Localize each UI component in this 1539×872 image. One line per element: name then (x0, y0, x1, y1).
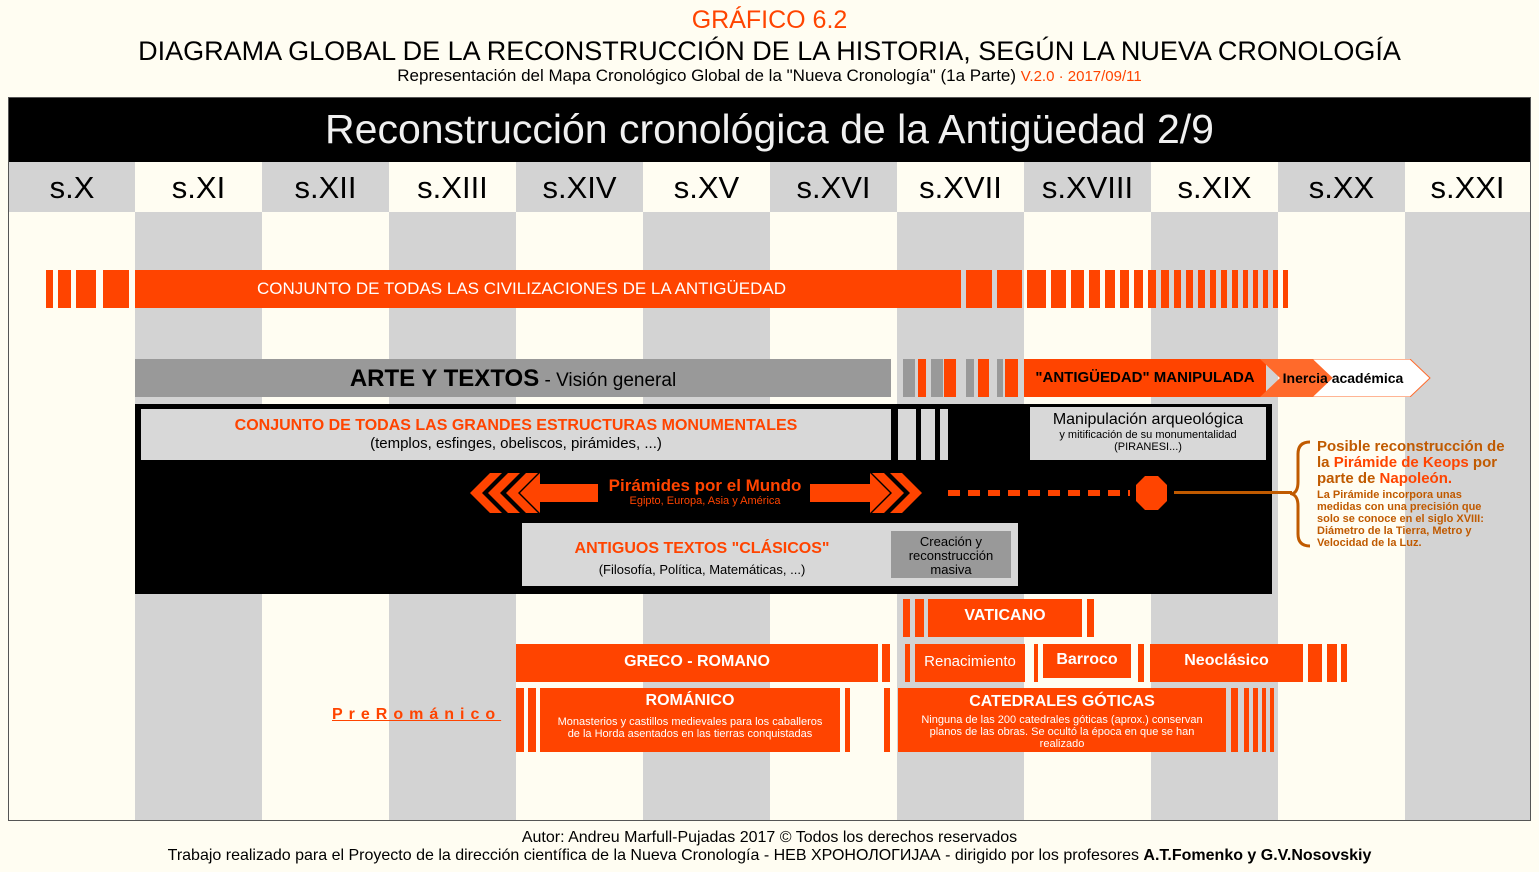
dash-segment (1027, 270, 1046, 308)
dash-segment (1273, 270, 1278, 308)
note-line-3a: parte de (1317, 470, 1380, 487)
note-connector (1174, 491, 1292, 494)
century-label: s.XIV (516, 162, 643, 212)
preromanico-label: PreRománico (332, 706, 502, 723)
diagram-banner: Reconstrucción cronológica de la Antigüedad 2/9 (9, 98, 1530, 162)
romanico-sub-1: Monasterios y castillos medievales para los caballeros (557, 716, 823, 728)
note-line-1: Posible reconstrucción de (1317, 438, 1505, 455)
figure-label: GRÁFICO 6.2 (691, 6, 848, 34)
note-small-4: Diámetro de la Tierra, Metro y (1317, 525, 1472, 537)
barroco-bar: Barroco (1043, 644, 1131, 678)
art-texts-subtitle: - Visión general (539, 370, 677, 391)
dash-segment (1138, 644, 1144, 682)
dash-segment (940, 409, 948, 460)
classic-texts-title: ANTIGUOS TEXTOS "CLÁSICOS" (574, 540, 830, 557)
dash-segment (1231, 688, 1238, 752)
romanico-sub-2: de la Horda asentados en las tierras conquistadas (567, 728, 813, 740)
vatican-bar: VATICANO (928, 599, 1082, 637)
note-line-3 (1317, 471, 1527, 487)
dash-segment (1244, 688, 1249, 752)
classic-texts-subtitle: (Filosofía, Política, Matemáticas, ...) (598, 562, 806, 577)
note-small-2: medidas con una precisión que (1317, 501, 1482, 513)
dash-segment (918, 359, 926, 397)
goticas-sub-1: Ninguna de las 200 catedrales góticas (aprox.) conservan (921, 714, 1203, 726)
century-label: s.XI (135, 162, 262, 212)
neoclasico-bar: Neoclásico (1150, 644, 1303, 682)
dash-segment (516, 688, 524, 752)
dash-segment (1174, 270, 1181, 308)
dash-segment (1263, 270, 1268, 308)
dash-segment (845, 688, 850, 752)
footer-author: Autor: Andreu Marfull-Pujadas 2017 © Todos los derechos reservados (521, 829, 1018, 846)
monuments-subtitle: (templos, esfinges, obeliscos, pirámides, ...) (370, 435, 662, 452)
goticas-sub-3: realizado (1039, 738, 1085, 750)
century-label: s.XIII (389, 162, 516, 212)
dash-segment (882, 644, 890, 682)
goticas-title: CATEDRALES GÓTICAS (969, 693, 1155, 710)
art-texts-title: ARTE Y TEXTOS (349, 365, 540, 392)
dash-segment (1161, 270, 1169, 308)
dash-segment (884, 688, 890, 752)
brace-path (1292, 442, 1310, 546)
archaeology-title: Manipulación arqueológica (1052, 411, 1244, 428)
dash-segment (1005, 359, 1018, 397)
goticas-bar (898, 688, 1226, 752)
civilizations-bar: CONJUNTO DE TODAS LAS CIVILIZACIONES DE LA ANTIGÜEDAD (135, 270, 961, 308)
dash-segment (76, 270, 96, 308)
dash-segment (1105, 270, 1115, 308)
dash-segment (1210, 270, 1216, 308)
dash-segment (1087, 599, 1094, 637)
dash-segment (1327, 644, 1337, 682)
archaeology-subtitle: y mitificación de su monumentalidad (1059, 429, 1237, 441)
dash-segment (915, 599, 924, 637)
note-napoleon: Napoleón. (1379, 470, 1453, 487)
note-small-1: La Pirámide incorpora unas (1317, 489, 1462, 501)
creation-line-3: masiva (930, 562, 972, 577)
dash-segment (528, 688, 536, 752)
keops-note (1317, 439, 1527, 549)
century-label: s.XIX (1151, 162, 1278, 212)
dash-segment (1308, 644, 1322, 682)
dash-segment (903, 599, 910, 637)
version-text: V.2.0 · 2017/09/11 (1020, 68, 1142, 85)
dash-segment (903, 359, 915, 397)
dash-segment (966, 270, 992, 308)
dash-segment (1089, 270, 1100, 308)
dash-segment (997, 359, 1003, 397)
dash-segment (1270, 688, 1274, 752)
century-label: s.XVIII (1024, 162, 1151, 212)
dash-segment (1198, 270, 1205, 308)
dash-segment (1051, 270, 1066, 308)
academic-inertia-arrow (1260, 359, 1435, 397)
pyramids-arrow (470, 468, 1190, 518)
romanico-bar (540, 688, 840, 752)
dash-segment (898, 409, 916, 460)
renacimiento-bar: Renacimiento (915, 644, 1025, 682)
note-small-3: solo se conoce en el siglo XVIII: (1317, 513, 1484, 525)
dash-segment (1253, 688, 1258, 752)
century-label: s.XXI (1405, 162, 1530, 212)
page-subtitle (0, 66, 1539, 86)
note-line-2a: la (1317, 454, 1334, 471)
monuments-bar (141, 409, 891, 460)
dash-segment (1232, 270, 1238, 308)
dash-segment (905, 644, 910, 682)
manipulated-antiquity-bar: "ANTIGÜEDAD" MANIPULADA (1024, 359, 1266, 397)
page-title: DIAGRAMA GLOBAL DE LA RECONSTRUCCIÓN DE LA HISTORIA, SEGÚN LA NUEVA CRONOLOGÍA (138, 36, 1401, 66)
dash-segment (1186, 270, 1193, 308)
century-label: s.XV (643, 162, 770, 212)
dash-segment (1253, 270, 1258, 308)
dash-segment (997, 270, 1022, 308)
century-label: s.XVII (897, 162, 1024, 212)
pyramids-title: Pirámides por el Mundo (608, 476, 802, 495)
archaeology-note: (PIRANESI...) (1114, 441, 1182, 453)
archaeology-box (1030, 407, 1266, 460)
dash-segment (931, 359, 943, 397)
dash-segment (1341, 644, 1347, 682)
century-label: s.X (9, 162, 135, 212)
dash-segment (978, 359, 989, 397)
dash-segment (1221, 270, 1227, 308)
greco-roman-bar: GRECO - ROMANO (516, 644, 878, 682)
note-keops: Pirámide de Keops (1333, 454, 1469, 471)
note-line-2c: por (1468, 454, 1498, 471)
footer-authors: A.T.Fomenko y G.V.Nosovskiy (1143, 847, 1372, 864)
dash-segment (944, 359, 956, 397)
dash-segment (1034, 644, 1038, 682)
inertia-label: Inercia académica (1282, 370, 1404, 386)
century-label: s.XII (262, 162, 389, 212)
dash-segment (966, 359, 974, 397)
note-small-5: Velocidad de la Luz. (1317, 537, 1422, 549)
romanico-title: ROMÁNICO (645, 692, 735, 709)
art-texts-bar (135, 359, 891, 397)
dash-segment (1243, 270, 1248, 308)
creation-line-2: reconstrucción (908, 548, 994, 563)
creation-box (891, 531, 1011, 578)
monuments-title: CONJUNTO DE TODAS LAS GRANDES ESTRUCTURAS MONUMENTALES (234, 417, 798, 434)
dash-segment (1262, 688, 1266, 752)
dash-segment (1071, 270, 1084, 308)
century-label: s.XVI (770, 162, 897, 212)
dash-segment (1283, 270, 1288, 308)
century-label: s.XX (1278, 162, 1405, 212)
dash-segment (58, 270, 71, 308)
dash-segment (921, 409, 935, 460)
footer-credits-text: Trabajo realizado para el Proyecto de la dirección científica de la Nueva Cronología - НЕВ ХРОНОЛОГИЈАА - dirigido por los profesores (167, 847, 1144, 864)
dash-segment (1148, 270, 1156, 308)
octagon-icon (1136, 476, 1167, 510)
pyramids-subtitle: Egipto, Europa, Asia y América (629, 495, 781, 507)
note-line-2 (1317, 455, 1527, 471)
note-brace (1290, 440, 1312, 548)
dash-segment (1120, 270, 1129, 308)
dash-segment (46, 270, 53, 308)
creation-line-1: Creación y (919, 534, 983, 549)
subtitle-text: Representación del Mapa Cronológico Global de la "Nueva Cronología" (1a Parte) (397, 66, 1017, 85)
dash-segment (1134, 270, 1143, 308)
footer-credits (0, 847, 1539, 865)
dash-segment (103, 270, 129, 308)
goticas-sub-2: planos de las obras. Se ocultó la época en que se han (929, 726, 1195, 738)
